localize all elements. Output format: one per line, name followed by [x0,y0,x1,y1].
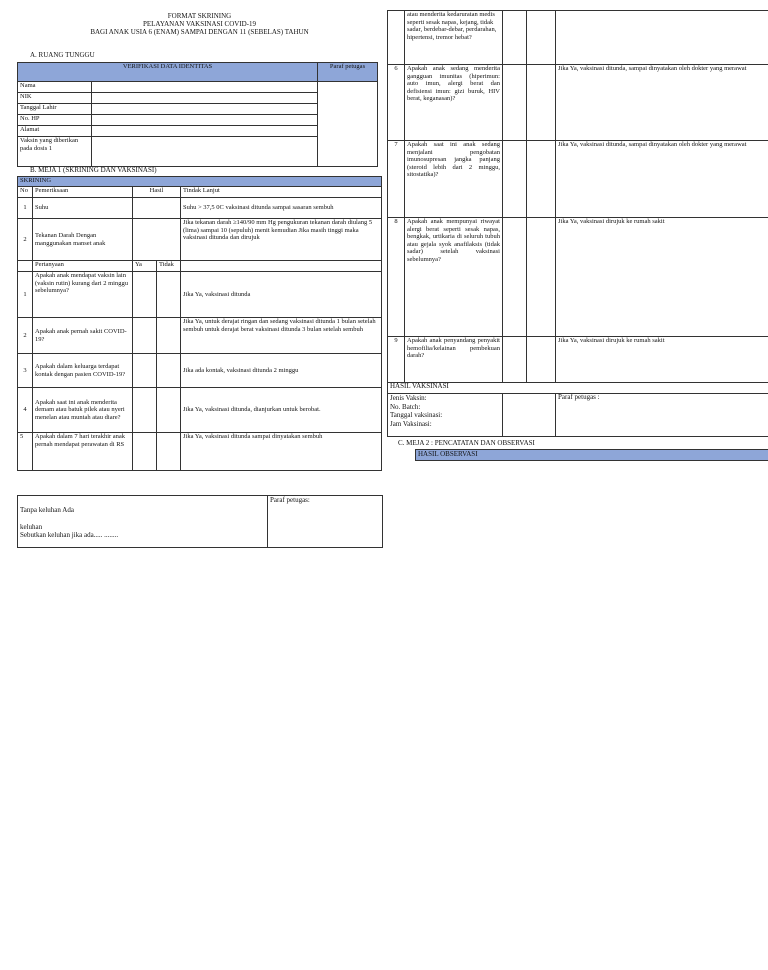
q-no-3: 3 [18,354,33,388]
q5-cont-action [556,11,768,65]
field-nama[interactable] [92,82,318,93]
q-no-4: 4 [18,388,33,433]
q-action-6: Jika Ya, vaksinasi ditunda, sampai dinyatakan oleh dokter yang merawat [556,65,768,141]
q5-cont-no [388,11,405,65]
field-label-tanggal-lahir: Tanggal Lahir [18,104,92,115]
complaint-line-3: Sebutkan keluhan jika ada..... ........ [20,531,119,539]
screening-table-continued [387,10,768,437]
field-nik[interactable] [92,93,318,104]
screening-table [17,176,382,471]
q-tidak-3[interactable] [157,354,181,388]
screening-title: SKRINING [18,177,382,187]
q-no-6: 6 [388,65,405,141]
q-ya-9[interactable] [503,337,527,383]
q-no-8: 8 [388,218,405,337]
hasil-vaksinasi-title: HASIL VAKSINASI [388,383,768,394]
q-header-no [18,261,33,272]
q-action-7: Jika Ya, vaksinasi ditunda, sampai dinyatakan oleh dokter yang merawat [556,141,768,218]
exam-no-2: 2 [18,219,33,261]
q-text-6: Apakah anak sedang menderita gangguan imunitas (hiperimun: auto imun, alergi berat dan defisiensi imun: gizi buruk, HIV berat, keganasan)? [405,65,503,141]
q-text-3: Apakah dalam keluarga terdapat kontak dengan pasien COVID-19? [33,354,133,388]
exam-action-tekanan-darah: Jika tekanan darah ≥140/90 mm Hg pengukuran tekanan darah diulang 5 (lima) sampai 10 (sepuluh) menit kemudian Jika masih tinggi maka vaksinasi ditunda dan dirujuk [181,219,382,261]
q-header-action [181,261,382,272]
complaint-line-1: Tanpa keluhan Ada [20,506,74,514]
q-tidak-7[interactable] [527,141,556,218]
exam-no-1: 1 [18,198,33,219]
q-text-8: Apakah anak mempunyai riwayat alergi berat seperti sesak napas, bengkak, urtikaria di seluruh tubuh atau gejala syok anafilaksis (tidak sadar) setelah vaksinasi sebelumnya? [405,218,503,337]
q-text-7: Apakah saat ini anak sedang menjalani pengobatan imunosupresan jangka panjang (steroid lebih dari 2 minggu, sitostatika)? [405,141,503,218]
q-action-8: Jika Ya, vaksinasi dirujuk ke rumah sakit [556,218,768,337]
q-tidak-1[interactable] [157,272,181,318]
complaint-line-2: keluhan [20,523,43,531]
q-text-2: Apakah anak pernah sakit COVID- 19? [33,318,133,354]
q5-cont-tidak[interactable] [527,11,556,65]
field-vaksin-dosis-1[interactable] [92,137,318,167]
q-tidak-2[interactable] [157,318,181,354]
identity-paraf-header: Paraf petugas [318,63,378,82]
field-label-alamat: Alamat [18,126,92,137]
q-text-5: Apakah dalam 7 hari terakhir anak pernah mendapat perawatan di RS [33,433,133,471]
col-no: No [18,187,33,198]
q5-cont-ya[interactable] [503,11,527,65]
q-no-9: 9 [388,337,405,383]
q-tidak-8[interactable] [527,218,556,337]
header-line-2: PELAYANAN VAKSINASI COVID-19 [142,20,257,28]
tanggal-vaksinasi-label: Tanggal vaksinasi: [390,411,443,419]
exam-result-suhu[interactable] [133,198,181,219]
header-line-1: FORMAT SKRINING [167,12,232,20]
identity-paraf-cell[interactable] [318,82,378,167]
field-label-vaksin-dosis-1: Vaksin yang diberikan pada dosis 1 [18,137,92,167]
q-action-4: Jika Ya, vaksinasi ditunda, dianjurkan untuk berobat. [181,388,382,433]
q-text-1: Apakah anak mendapat vaksin lain (vaksin rutin) kurang dari 2 minggu sebelumnya? [33,272,133,318]
field-label-no-hp: No. HP [18,115,92,126]
q-ya-3[interactable] [133,354,157,388]
q-action-9: Jika Ya, vaksinasi dirujuk ke rumah sakit [556,337,768,383]
q-no-5: 5 [18,433,33,471]
field-alamat[interactable] [92,126,318,137]
exam-result-tekanan-darah[interactable] [133,219,181,261]
q-tidak-4[interactable] [157,388,181,433]
identity-table-title: VERIFIKASI DATA IDENTITAS [18,63,318,82]
section-c-title: C. MEJA 2 : PENCATATAN DAN OBSERVASI [398,439,535,447]
exam-action-suhu: Suhu > 37,5 0C vaksinasi ditunda sampai sasaran sembuh [181,198,382,219]
q-action-5: Jika Ya, vaksinasi ditunda sampai dinyatakan sembuh [181,433,382,471]
vaccination-result-fields[interactable] [388,394,503,437]
exam-item-suhu: Suhu [33,198,133,219]
q-ya-7[interactable] [503,141,527,218]
identity-table [17,62,378,167]
jam-vaksinasi-label: Jam Vaksinasi: [390,419,432,428]
complaint-paraf[interactable]: Paraf petugas: [268,496,383,548]
col-tidak: Tidak [157,261,181,272]
q-tidak-6[interactable] [527,65,556,141]
q-tidak-5[interactable] [157,433,181,471]
q-no-1: 1 [18,272,33,318]
q-ya-8[interactable] [503,218,527,337]
q-tidak-9[interactable] [527,337,556,383]
q-text-4: Apakah saat ini anak menderita demam atau batuk pilek atau nyeri menelan atau muntah atau diare? [33,388,133,433]
exam-item-tekanan-darah: Tekanan Darah Dengan manggunakan manset anak [33,219,133,261]
col-pemeriksaan: Pemeriksaan [33,187,133,198]
q-text-9: Apakah anak penyandang penyakit hemofilia/kelainan pembekuan darah? [405,337,503,383]
q-ya-6[interactable] [503,65,527,141]
q-action-2: Jika Ya, untuk derajat ringan dan sedang vaksinasi ditunda 1 bulan setelah sembuh untuk derajat berat vaksinasi ditunda 3 bulan setelah sembuh [181,318,382,354]
hasil-observasi-bar: HASIL OBSERVASI [415,449,768,461]
header-line-3: BAGI ANAK USIA 6 (ENAM) SAMPAI DENGAN 11 (SEBELAS) TAHUN [90,28,309,36]
col-pertanyaan: Pertanyaan [33,261,133,272]
q-ya-4[interactable] [133,388,157,433]
field-label-nik: NIK [18,93,92,104]
q-no-2: 2 [18,318,33,354]
q-no-7: 7 [388,141,405,218]
col-hasil: Hasil [133,187,181,198]
section-a-title: A. RUANG TUNGGU [30,51,95,59]
complaint-options[interactable] [18,496,268,548]
vaccination-paraf[interactable]: Paraf petugas : [556,394,768,437]
q-ya-5[interactable] [133,433,157,471]
jenis-vaksin-label: Jenis Vaksin: [390,394,427,402]
col-tindak-lanjut: Tindak Lanjut [181,187,382,198]
q-ya-2[interactable] [133,318,157,354]
no-batch-label: No. Batch: [390,402,421,411]
q-action-1: Jika Ya, vaksinasi ditunda [181,272,382,318]
q-action-3: Jika ada kontak, vaksinasi ditunda 2 minggu [181,354,382,388]
col-ya: Ya [133,261,157,272]
complaint-box [17,495,383,548]
doc-header [18,12,381,36]
section-b-title: B. MEJA 1 (SKRINING DAN VAKSINASI) [30,166,157,174]
q-ya-1[interactable] [133,272,157,318]
field-tanggal-lahir[interactable] [92,104,318,115]
field-label-nama: Nama [18,82,92,93]
q-text-5-continued: atau menderita kedaruratan medis seperti sesak napas, kejang, tidak sadar, berdebar-debar, perdarahan, hipertensi, tremor hebat? [405,11,503,65]
field-no-hp[interactable] [92,115,318,126]
vaccination-result-blank[interactable] [503,394,556,437]
